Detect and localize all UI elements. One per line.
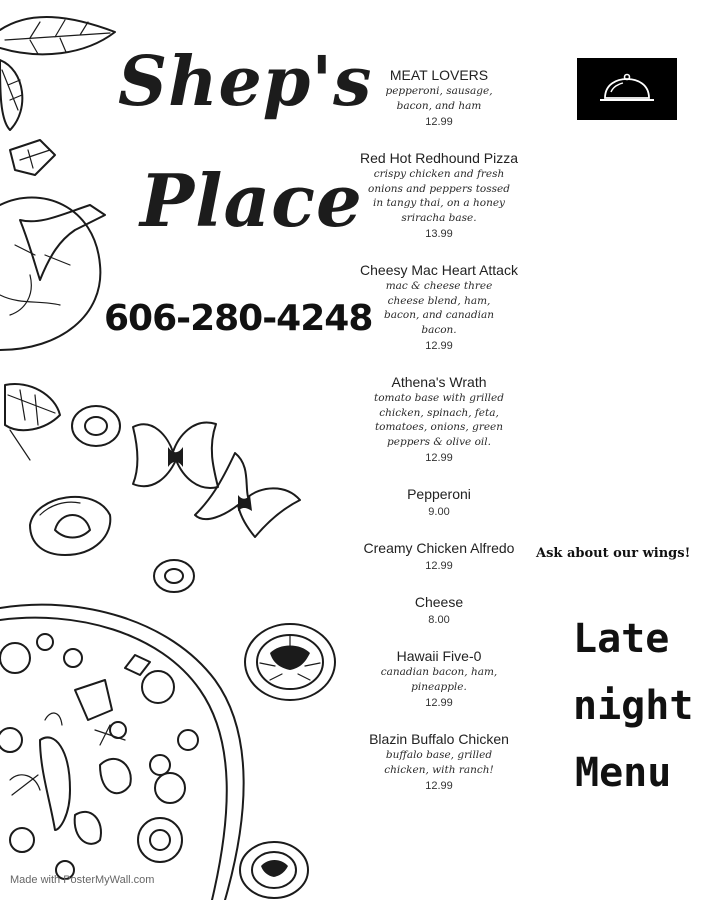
footer-credit: Made with PosterMyWall.com: [10, 874, 155, 886]
menu-item-meat-lovers: [348, 66, 530, 129]
menu-item-description: buffalo base, grilled chicken, with ranch!: [384, 749, 494, 776]
menu-item-description: canadian bacon, ham, pineapple.: [380, 666, 498, 693]
menu-item-creamy-chicken-alfredo: [348, 539, 530, 573]
wings-note: Ask about our wings!: [536, 546, 691, 561]
late-night-menu-line2: night: [573, 683, 694, 729]
menu-item-name: Red Hot Redhound Pizza: [360, 150, 518, 166]
menu-item-name: Hawaii Five-0: [396, 648, 482, 664]
olive-slice-illustration: [150, 556, 200, 598]
menu-item-price: 12.99: [425, 340, 453, 352]
menu-item-blazin-buffalo: [348, 730, 530, 793]
menu-item-price: 12.99: [425, 780, 453, 792]
menu-item-hawaii-five-0: [348, 647, 530, 710]
late-night-menu-line3: Menu: [575, 750, 672, 796]
mushroom-illustration: [25, 485, 120, 560]
menu-item-description: pepperoni, sausage, bacon, and ham: [385, 85, 493, 112]
menu-item-description: crispy chicken and fresh onions and peppers tossed in tangy thai, on a honey sriracha base.: [368, 168, 510, 224]
menu-list: [348, 66, 530, 793]
menu-item-pepperoni: [348, 485, 530, 519]
menu-item-price: 9.00: [428, 506, 450, 518]
herb-illustration: [0, 375, 70, 465]
restaurant-name-line2: Place: [140, 158, 363, 243]
menu-item-name: MEAT LOVERS: [389, 67, 489, 83]
menu-item-name: Pepperoni: [407, 486, 471, 502]
menu-item-cheese: [348, 593, 530, 627]
menu-item-name: Creamy Chicken Alfredo: [363, 540, 515, 556]
menu-item-price: 12.99: [425, 116, 453, 128]
menu-item-name: Blazin Buffalo Chicken: [369, 731, 509, 747]
tomato-slice-illustration: [240, 618, 340, 708]
menu-item-name: Cheese: [414, 594, 464, 610]
menu-item-red-hot-redhound: [348, 149, 530, 241]
menu-item-name: Athena's Wrath: [391, 374, 487, 390]
tomato-illustration: [0, 185, 115, 355]
menu-item-description: tomato base with grilled chicken, spinach, feta, tomatoes, onions, green peppers & olive oil.: [374, 392, 504, 448]
phone-number: 606-280-4248: [104, 298, 373, 339]
olive-slice-illustration: [68, 402, 128, 452]
menu-item-price: 12.99: [425, 697, 453, 709]
tomato-slice-illustration: [236, 836, 311, 901]
menu-item-description: mac & cheese three cheese blend, ham, bacon, and canadian bacon.: [384, 280, 494, 336]
menu-item-name: Cheesy Mac Heart Attack: [360, 262, 518, 278]
late-night-menu-line1: Late: [573, 616, 670, 662]
menu-item-price: 12.99: [425, 560, 453, 572]
leaves-illustration: [0, 0, 130, 190]
pizza-illustration: [0, 600, 250, 900]
menu-item-price: 8.00: [428, 614, 450, 626]
menu-item-cheesy-mac: [348, 261, 530, 353]
menu-item-price: 13.99: [425, 228, 453, 240]
bowtie-pasta-illustration: [190, 445, 305, 540]
menu-item-price: 12.99: [425, 452, 453, 464]
cloche-icon: [577, 58, 677, 120]
restaurant-name-line1: Shep's: [118, 42, 373, 122]
menu-item-athenas-wrath: [348, 373, 530, 465]
